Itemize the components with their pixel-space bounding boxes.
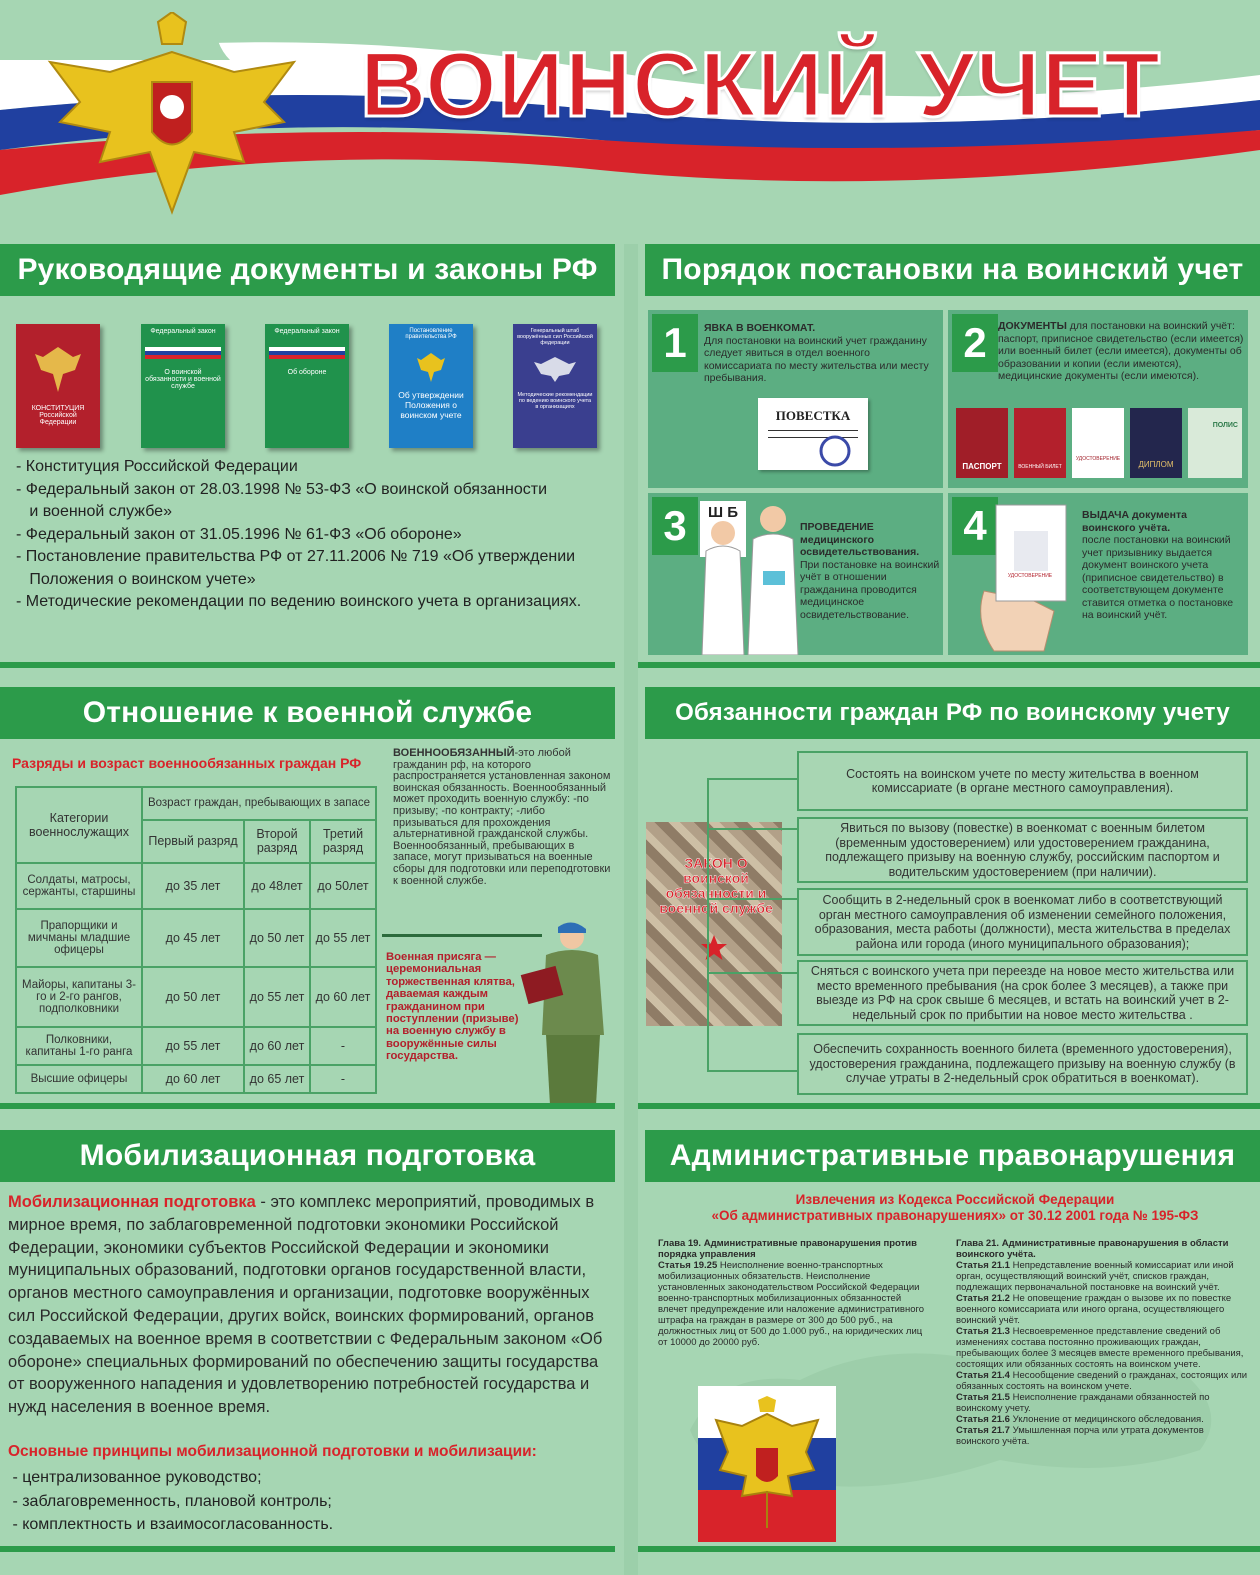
step-number: 3	[652, 497, 698, 555]
list-item: - комплектность и взаимосогласованность.	[8, 1516, 334, 1533]
table-header: Второй разряд	[244, 820, 310, 863]
chapter-21: Глава 21. Административные правонарушения в области воинского учёта. Статья 21.1 Непредставление военный комиссариат или иной орган, осуществляющий воинский учёт, списков граждан, подлежащих первоначальной постановке на воинский учёт. Статья 21.2 Не оповещение граждан о вызове их по повестке военного комиссариата или иного органа, осуществляющего воинский учёт. Статья 21.3 Несвоевременное представление сведений об изменениях состава постоянно проживающих граждан, пребывающих более 3 месяцев вместе временного пребывания, состоящих или обязанных состоять на воинском учете. Статья 21.4 Несообщение сведений о гражданах, состоящих или обязанных состоять на воинском учете. Статья 21.5 Неисполнение гражданами обязанностей по воинскому учету. Статья 21.6 Уклонение от медицинского обследования. Статья 21.7 Умышленная порча или утрата документов воинского учёта.	[956, 1238, 1248, 1447]
oath-text: Военная присяга — церемониальная торжественная клятва, даваемая каждым гражданином при поступлении (призыве) на военную службу в вооружённые силы государства.	[386, 951, 519, 1063]
book-military-duty-law: Федеральный закон О воинской обязанности и военной службе	[141, 324, 225, 448]
oath-divider	[382, 934, 542, 937]
book-regulation: Постановление правительства РФ Об утверждении Положения о воинском учете	[389, 324, 473, 448]
admin-header: Административные правонарушения	[645, 1130, 1260, 1182]
list-item: - централизованное руководство;	[8, 1469, 262, 1486]
eagle-icon	[33, 342, 83, 397]
divider	[0, 1546, 615, 1552]
step-number: 2	[952, 314, 998, 372]
table-row: Полковники, капитаны 1-го ранга до 55 лет до 60 лет -	[16, 1027, 376, 1065]
table-header: Третий разряд	[310, 820, 376, 863]
table-row: Высшие офицеры до 60 лет до 65 лет -	[16, 1065, 376, 1093]
policy-doc: ПОЛИС	[1188, 408, 1242, 478]
duty-item: Сообщить в 2-недельный срок в военкомат либо в соответствующий орган местного самоуправления об изменении семейного положения, образования, места работы (должности), места жительства в пределах района или города (иного муниципального образования);	[797, 888, 1248, 956]
step-text: ДОКУМЕНТЫ для постановки на воинский учёт: паспорт, приписное свидетельство (если имеется) или военный билет (если имеется), документы об образовании и копии (если имеются), медицинские документы (если имеются).	[998, 320, 1244, 382]
soldier-illustration	[520, 915, 612, 1105]
stamp-icon	[818, 434, 852, 468]
flag-strip	[269, 347, 345, 359]
main-title: ВОИНСКИЙ УЧЕТ	[360, 34, 1162, 136]
principles-title: Основные принципы мобилизационной подготовки и мобилизации:	[8, 1443, 537, 1460]
list-item: - Постановление правительства РФ от 27.11.2006 № 719 «Об утверждении	[16, 548, 576, 565]
step-3-card	[648, 493, 943, 655]
double-headed-eagle-icon	[712, 1396, 822, 1532]
mob-definition: Мобилизационная подготовка - это комплекс мероприятий, проводимых в мирное время, по заблаговременной подготовки экономики Российской Федерации, экономики субъектов Российской Федерации и экономики муниципальных образований, подготовки органов государственной власти, органов местного самоуправления и организации, подготовке вооружённых сил Российской Федерации, других войск, воинских формирований, органов создаваемых на военное время в соответствии с Федеральным законом «Об обороне» специальных формирований по обеспечению защиты государства от вооруженного нападения и удовлетворению потребностей государства и нужд населения в военное время.	[8, 1193, 603, 1417]
russian-flag-coat-of-arms	[698, 1386, 836, 1542]
chapter-19: Глава 19. Административные правонарушения против порядка управления Статья 19.25 Неисполнение военно-транспортных мобилизационных обязательств. Неисполнение установленных законодательством Российской Федерации военно-транспортных мобилизационных обязанностей влечет предупреждение или наложение административного штрафа на граждан в размере от 300 до 500 руб., на должностных лиц от 500 до 1.000 руб., на юридических лиц от 10000 до 20000 руб.	[658, 1238, 925, 1348]
table-header: Возраст граждан, пребывающих в запасе	[142, 787, 376, 820]
table-row: Прапорщики и мичманы младшие офицеры до 45 лет до 50 лет до 55 лет	[16, 909, 376, 967]
divider	[638, 1103, 1260, 1109]
service-header: Отношение к военной службе	[0, 687, 615, 739]
list-item: - Методические рекомендации по ведению воинского учета в организациях.	[16, 593, 582, 610]
table-header: Первый разряд	[142, 820, 244, 863]
duty-item: Состоять на воинском учете по месту жительства в военном комиссариате (в органе местного самоуправления).	[797, 751, 1248, 811]
passport-doc: ПАСПОРТ	[956, 408, 1008, 478]
list-item: - Конституция Российской Федерации	[16, 458, 298, 475]
duties-header: Обязанности граждан РФ по воинскому учету	[645, 687, 1260, 739]
list-item: - Федеральный закон от 28.03.1998 № 53-ФЗ «О воинской обязанности	[16, 480, 548, 498]
divider	[638, 662, 1260, 668]
duty-item: Обеспечить сохранность военного билета (временного удостоверения), удостоверения гражданина, подлежащего призыву на военную службу (в случае утраты в 2-недельный срок обратиться в военкомат).	[797, 1033, 1248, 1095]
ranks-table-title: Разряды и возраст военнообязанных граждан РФ	[12, 755, 362, 771]
eagle-icon	[533, 354, 577, 384]
summons-card: ПОВЕСТКА	[758, 398, 868, 470]
doctors-illustration	[688, 501, 808, 655]
step-4-card	[948, 493, 1248, 655]
book-defense-law: Федеральный закон Об обороне	[265, 324, 349, 448]
military-id-doc: ВОЕННЫЙ БИЛЕТ	[1014, 408, 1066, 478]
flag-strip	[145, 347, 221, 359]
coat-of-arms-icon	[416, 350, 446, 384]
book-constitution: КОНСТИТУЦИЯ Российской Федерации	[16, 324, 100, 448]
list-item: и военной службе»	[16, 503, 172, 520]
column-divider	[624, 244, 638, 1575]
mob-header: Мобилизационная подготовка	[0, 1130, 615, 1182]
list-item: - заблаговременность, плановой контроль;	[8, 1492, 332, 1510]
divider	[0, 662, 615, 668]
certificate-doc: УДОСТОВЕРЕНИЕ	[1072, 408, 1124, 478]
divider	[638, 1546, 1260, 1552]
docs-header: Руководящие документы и законы РФ	[0, 244, 615, 296]
divider	[0, 1103, 615, 1109]
step-2-card	[948, 310, 1248, 488]
list-item: Положения о воинском учете»	[16, 570, 256, 588]
eye-chart: Ш Б	[700, 501, 746, 557]
book-guidelines: Генеральный штаб вооружённых сил Российской федерации Методические рекомендации по ведению воинского учета в организациях	[513, 324, 597, 448]
step-number: 1	[652, 314, 698, 372]
step-number: 4	[952, 497, 998, 555]
table-row: Солдаты, матросы, сержанты, старшины до 35 лет до 48лет до 50лет	[16, 863, 376, 909]
order-header: Порядок постановки на воинский учет	[645, 244, 1260, 296]
diploma-doc: ДИПЛОМ	[1130, 408, 1182, 478]
table-row: Майоры, капитаны 3-го и 2-го рангов, подполковники до 50 лет до 55 лет до 60 лет	[16, 967, 376, 1027]
table-header: Категории военнослужащих	[16, 787, 142, 863]
step-1-card	[648, 310, 943, 488]
issued-doc-label: УДОСТОВЕРЕНИЕ	[1007, 573, 1053, 579]
step-text: ЯВКА В ВОЕНКОМАТ. Для постановки на воинский учет гражданину следует явиться в отдел военного комиссариата по месту жительства или месту пребывания.	[704, 322, 929, 384]
principles-list	[8, 1466, 333, 1537]
list-item: - Федеральный закон от 31.05.1996 № 61-ФЗ «Об обороне»	[16, 525, 462, 543]
double-headed-eagle-emblem	[40, 12, 305, 222]
admin-subtitle: Извлечения из Кодекса Российской Федерации «Об административных правонарушениях» от 30.12 2001 года № 195-ФЗ	[711, 1192, 1199, 1223]
law-book: ЗАКОН О воинской обязанности и военной службе	[646, 822, 782, 1026]
conscript-definition: ВОЕННООБЯЗАННЫЙ-это любой гражданин рф, на которого распространяется установленная законом воинская обязанность. Военнообязанный может проходить военную службу: -по призыву; -по контракту; -либо призываться для прохождения альтернативной гражданской службы. Военнообязанный, пребывающих в запасе, могут призываться на военные сборы для подготовки или переподготовки к военной службе.	[393, 747, 611, 887]
docs-list	[16, 456, 581, 614]
step-text: ВЫДАЧА документа воинского учёта. после постановки на воинский учет призывнику выдается документ воинского учета (приписное свидетельство) в соответствующем документе ставится отметка о постановке на воинский учёт.	[1082, 509, 1234, 621]
step-text: ПРОВЕДЕНИЕ медицинского освидетельствования. При постановке на воинский учёт в отношении гражданина проводится медицинское освидетельствование.	[800, 521, 940, 621]
duty-item: Сняться с воинского учета при переезде на новое место жительства или место временного пребывания (на срок более 3 месяцев), а также при выезде из РФ на срок свыше 6 месяцев, и встать на воинский учет в 2-недельный срок по прибытии на новое место жительства .	[797, 960, 1248, 1026]
duty-item: Явиться по вызову (повестке) в военкомат с военным билетом (временным удостоверением) или удостоверением гражданина, подлежащего призыву на военную службу, российским паспортом и водительским удостоверением (при наличии).	[797, 817, 1248, 883]
ranks-table	[15, 786, 377, 1094]
duties-connector	[690, 775, 810, 1075]
